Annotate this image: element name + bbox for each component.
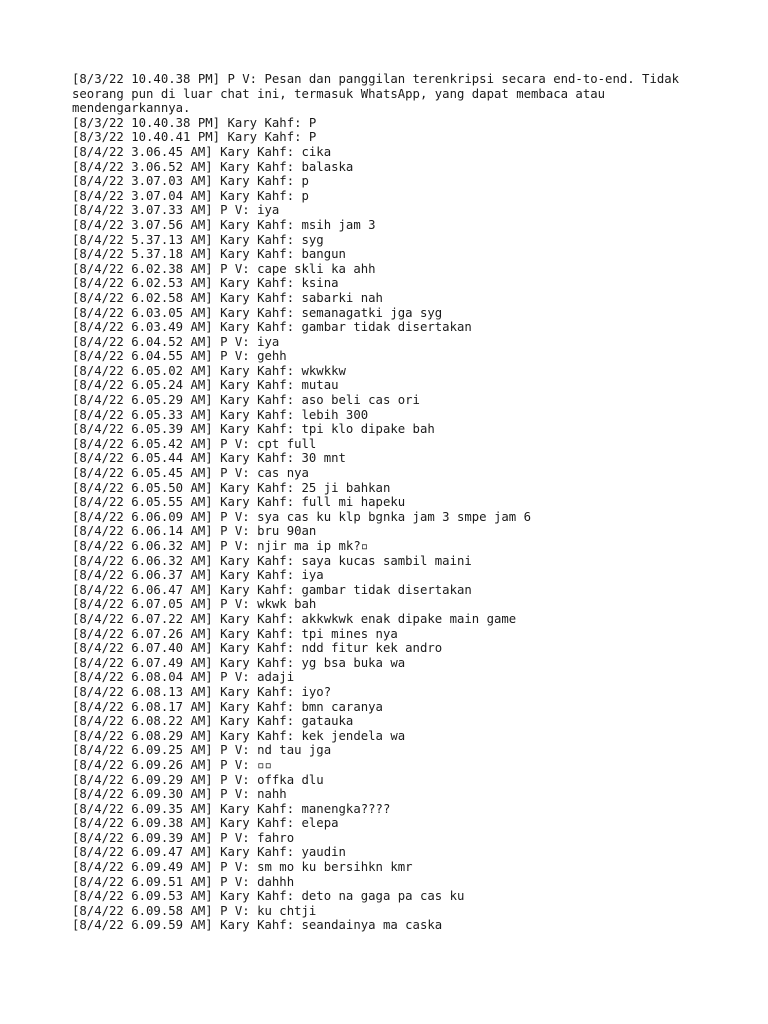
chat-line: [8/4/22 6.09.38 AM] Kary Kahf: elepa: [72, 816, 339, 831]
chat-line: [8/4/22 6.06.47 AM] Kary Kahf: gambar tidak disertakan: [72, 582, 472, 597]
chat-line: [8/4/22 6.05.55 AM] Kary Kahf: full mi hapeku: [72, 495, 406, 510]
chat-line: [8/4/22 6.06.32 AM] Kary Kahf: saya kucas sambil maini: [72, 553, 472, 568]
chat-line: [8/4/22 6.02.38 AM] P V: cape skli ka ahh: [72, 261, 376, 276]
chat-line: [8/4/22 3.06.45 AM] Kary Kahf: cika: [72, 144, 332, 159]
chat-line: [8/4/22 6.08.13 AM] Kary Kahf: iyo?: [72, 684, 332, 699]
chat-line: [8/3/22 10.40.38 PM] P V: Pesan dan panggilan terenkripsi secara end-to-end. Tidak seorang pun di luar chat ini, termasuk WhatsApp, yang dapat membaca atau mendengarkannya.: [72, 72, 687, 116]
chat-line: [8/4/22 5.37.18 AM] Kary Kahf: bangun: [72, 247, 346, 262]
chat-line: [8/4/22 6.07.49 AM] Kary Kahf: yg bsa buka wa: [72, 655, 406, 670]
chat-line: [8/4/22 6.05.33 AM] Kary Kahf: lebih 300: [72, 407, 369, 422]
chat-line: [8/4/22 6.05.39 AM] Kary Kahf: tpi klo dipake bah: [72, 422, 435, 437]
chat-line: [8/4/22 6.09.59 AM] Kary Kahf: seandainya ma caska: [72, 918, 443, 933]
chat-line: [8/4/22 3.07.33 AM] P V: iya: [72, 203, 280, 218]
chat-line: [8/4/22 6.09.53 AM] Kary Kahf: deto na gaga pa cas ku: [72, 889, 465, 904]
chat-line: [8/4/22 6.09.29 AM] P V: offka dlu: [72, 772, 324, 787]
chat-line: [8/4/22 6.09.58 AM] P V: ku chtji: [72, 903, 317, 918]
chat-line: [8/4/22 6.05.02 AM] Kary Kahf: wkwkkw: [72, 363, 346, 378]
chat-line: [8/4/22 6.08.17 AM] Kary Kahf: bmn caranya: [72, 699, 383, 714]
chat-line: [8/4/22 6.09.49 AM] P V: sm mo ku bersihkn kmr: [72, 860, 413, 875]
chat-line: [8/4/22 6.09.39 AM] P V: fahro: [72, 830, 295, 845]
chat-line: [8/4/22 6.06.09 AM] P V: sya cas ku klp bgnka jam 3 smpe jam 6: [72, 509, 532, 524]
chat-line: [8/4/22 6.05.24 AM] Kary Kahf: mutau: [72, 378, 339, 393]
chat-line: [8/3/22 10.40.38 PM] Kary Kahf: P: [72, 115, 317, 130]
chat-line: [8/4/22 6.05.45 AM] P V: cas nya: [72, 466, 309, 481]
chat-line: [8/4/22 6.06.37 AM] Kary Kahf: iya: [72, 568, 324, 583]
chat-line: [8/4/22 6.08.22 AM] Kary Kahf: gatauka: [72, 714, 354, 729]
chat-transcript: [72, 72, 702, 933]
chat-line: [8/4/22 6.05.44 AM] Kary Kahf: 30 mnt: [72, 451, 346, 466]
chat-line: [8/4/22 6.09.26 AM] P V: ▫▫: [72, 757, 272, 772]
chat-line: [8/4/22 3.07.56 AM] Kary Kahf: msih jam 3: [72, 217, 376, 232]
chat-line: [8/4/22 6.06.14 AM] P V: bru 90an: [72, 524, 317, 539]
chat-line: [8/4/22 3.07.03 AM] Kary Kahf: p: [72, 174, 309, 189]
chat-line: [8/4/22 6.07.05 AM] P V: wkwk bah: [72, 597, 317, 612]
chat-line: [8/4/22 6.05.29 AM] Kary Kahf: aso beli cas ori: [72, 393, 420, 408]
chat-line: [8/4/22 6.03.05 AM] Kary Kahf: semanagatki jga syg: [72, 305, 443, 320]
chat-line: [8/4/22 6.07.22 AM] Kary Kahf: akkwkwk enak dipake main game: [72, 611, 517, 626]
chat-line: [8/4/22 3.07.04 AM] Kary Kahf: p: [72, 188, 309, 203]
chat-line: [8/4/22 6.08.29 AM] Kary Kahf: kek jendela wa: [72, 728, 406, 743]
chat-line: [8/4/22 6.08.04 AM] P V: adaji: [72, 670, 295, 685]
chat-line: [8/4/22 6.02.53 AM] Kary Kahf: ksina: [72, 276, 339, 291]
chat-line: [8/4/22 6.07.26 AM] Kary Kahf: tpi mines nya: [72, 626, 398, 641]
chat-line: [8/4/22 5.37.13 AM] Kary Kahf: syg: [72, 232, 324, 247]
chat-line: [8/4/22 6.09.25 AM] P V: nd tau jga: [72, 743, 332, 758]
chat-line: [8/4/22 6.04.55 AM] P V: gehh: [72, 349, 287, 364]
chat-line: [8/4/22 6.09.30 AM] P V: nahh: [72, 787, 287, 802]
chat-line: [8/4/22 6.09.47 AM] Kary Kahf: yaudin: [72, 845, 346, 860]
chat-line: [8/4/22 6.04.52 AM] P V: iya: [72, 334, 280, 349]
chat-line: [8/4/22 6.06.32 AM] P V: njir ma ip mk?▫: [72, 539, 369, 553]
chat-line: [8/4/22 6.02.58 AM] Kary Kahf: sabarki nah: [72, 290, 383, 305]
chat-line: [8/4/22 6.05.50 AM] Kary Kahf: 25 ji bahkan: [72, 480, 391, 495]
chat-line: [8/4/22 6.07.40 AM] Kary Kahf: ndd fitur kek andro: [72, 641, 443, 656]
chat-line: [8/4/22 3.06.52 AM] Kary Kahf: balaska: [72, 159, 354, 174]
chat-line: [8/4/22 6.09.35 AM] Kary Kahf: manengka????: [72, 801, 391, 816]
chat-line: [8/4/22 6.03.49 AM] Kary Kahf: gambar tidak disertakan: [72, 320, 472, 335]
chat-line: [8/4/22 6.09.51 AM] P V: dahhh: [72, 874, 295, 889]
chat-line: [8/3/22 10.40.41 PM] Kary Kahf: P: [72, 130, 317, 145]
chat-line: [8/4/22 6.05.42 AM] P V: cpt full: [72, 436, 317, 451]
